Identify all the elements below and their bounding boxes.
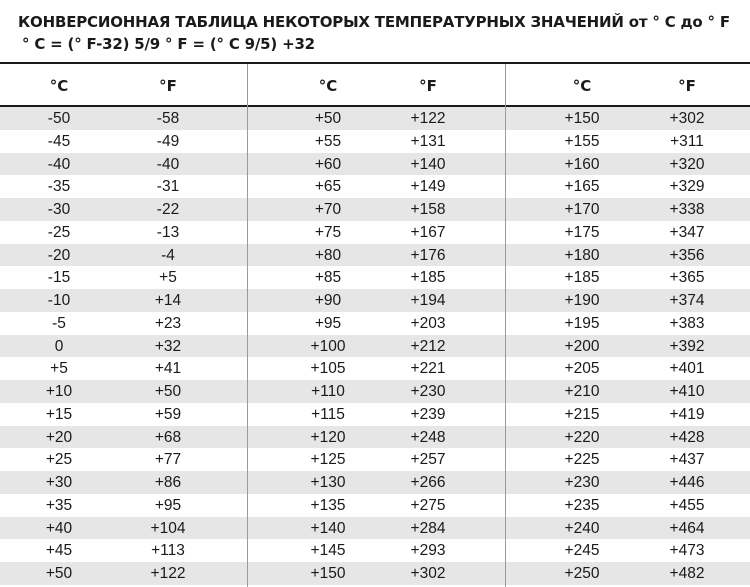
fahrenheit-cell: +113 — [151, 542, 185, 560]
celsius-cell: +170 — [564, 201, 600, 218]
celsius-cell: +50 — [314, 110, 342, 127]
fahrenheit-cell: +473 — [669, 542, 705, 560]
fahrenheit-cell: -31 — [156, 178, 180, 196]
table-row — [506, 130, 750, 153]
celsius-cell: +45 — [45, 542, 73, 560]
table-row — [0, 221, 247, 244]
table-row — [0, 312, 247, 335]
table-row — [506, 357, 750, 380]
fahrenheit-cell: +482 — [669, 565, 705, 582]
fahrenheit-cell: +176 — [410, 246, 446, 264]
table-row — [248, 380, 505, 403]
table-row — [0, 266, 247, 289]
fahrenheit-column-header: °F — [419, 77, 437, 95]
celsius-cell: +185 — [564, 269, 600, 287]
table-row — [248, 403, 505, 426]
celsius-cell: +80 — [314, 246, 342, 264]
celsius-cell: +135 — [310, 496, 346, 514]
celsius-cell: +190 — [564, 292, 600, 309]
celsius-cell: +85 — [314, 269, 342, 287]
celsius-cell: +245 — [564, 542, 600, 560]
fahrenheit-cell: +302 — [410, 565, 446, 582]
table-row — [0, 539, 247, 562]
table-row — [506, 153, 750, 176]
fahrenheit-cell: +203 — [410, 314, 446, 332]
fahrenheit-cell: +149 — [410, 178, 446, 196]
table-row — [248, 562, 505, 585]
fahrenheit-column-header: °F — [678, 77, 696, 95]
celsius-cell: +20 — [45, 428, 73, 446]
fahrenheit-cell: +212 — [410, 337, 446, 355]
table-row — [0, 403, 247, 426]
table-row — [0, 198, 247, 221]
table-row — [248, 266, 505, 289]
table-row — [0, 107, 247, 130]
celsius-cell: -5 — [52, 314, 66, 332]
table-row — [248, 175, 505, 198]
celsius-cell: +55 — [314, 132, 342, 150]
fahrenheit-cell: -4 — [161, 246, 175, 264]
table-row — [0, 289, 247, 312]
fahrenheit-cell: +167 — [410, 223, 446, 241]
table-row — [248, 244, 505, 267]
celsius-cell: -45 — [47, 132, 71, 150]
table-row — [506, 107, 750, 130]
table-body — [506, 107, 750, 585]
fahrenheit-cell: +221 — [410, 360, 446, 378]
table-row — [0, 244, 247, 267]
fahrenheit-cell: +230 — [410, 383, 446, 400]
celsius-cell: +120 — [310, 428, 346, 446]
table-row — [0, 494, 247, 517]
celsius-cell: +220 — [564, 428, 600, 446]
fahrenheit-cell: +248 — [410, 428, 446, 446]
table-row — [0, 448, 247, 471]
fahrenheit-cell: +185 — [410, 269, 446, 287]
celsius-column-header: °С — [572, 77, 592, 95]
fahrenheit-cell: +23 — [154, 314, 182, 332]
celsius-cell: +140 — [310, 519, 346, 537]
fahrenheit-column-header: °F — [159, 77, 177, 95]
fahrenheit-cell: -13 — [156, 223, 180, 241]
celsius-cell: +145 — [310, 542, 346, 560]
celsius-cell: +225 — [564, 451, 600, 469]
title-heading: КОНВЕРСИОННАЯ ТАБЛИЦА НЕКОТОРЫХ ТЕМПЕРАТУРНЫХ ЗНАЧЕНИЙ от ° С до ° F — [18, 13, 730, 31]
celsius-cell: +105 — [310, 360, 346, 378]
celsius-cell: +35 — [45, 496, 73, 514]
table-row — [248, 289, 505, 312]
table-row — [506, 175, 750, 198]
celsius-cell: -20 — [47, 246, 71, 264]
celsius-cell: +15 — [45, 405, 73, 423]
celsius-cell: -25 — [47, 223, 71, 241]
table-header-row — [506, 64, 750, 107]
celsius-cell: +155 — [564, 132, 600, 150]
table-body — [248, 107, 505, 585]
fahrenheit-cell: +122 — [410, 110, 446, 127]
fahrenheit-cell: +311 — [670, 132, 704, 150]
fahrenheit-cell: +374 — [669, 292, 705, 309]
celsius-cell: +250 — [564, 565, 600, 582]
table-row — [0, 380, 247, 403]
table-row — [0, 471, 247, 494]
fahrenheit-cell: +158 — [410, 201, 446, 218]
table-row — [0, 517, 247, 540]
table-row — [248, 357, 505, 380]
table-row — [506, 448, 750, 471]
table-row — [0, 562, 247, 585]
fahrenheit-cell: +329 — [669, 178, 705, 196]
celsius-cell: -50 — [47, 110, 71, 127]
fahrenheit-cell: +392 — [669, 337, 705, 355]
celsius-cell: +160 — [564, 155, 600, 173]
celsius-cell: +10 — [45, 383, 73, 400]
table-row — [506, 426, 750, 449]
celsius-cell: -40 — [47, 155, 71, 173]
celsius-cell: -10 — [47, 292, 71, 309]
fahrenheit-cell: +5 — [159, 269, 177, 287]
celsius-cell: +240 — [564, 519, 600, 537]
conversion-table — [0, 62, 750, 587]
celsius-cell: 0 — [54, 337, 64, 355]
fahrenheit-cell: +293 — [410, 542, 446, 560]
celsius-cell: +50 — [45, 565, 73, 582]
fahrenheit-cell: +446 — [669, 474, 705, 491]
fahrenheit-cell: +437 — [669, 451, 705, 469]
celsius-cell: +95 — [314, 314, 342, 332]
table-panel-1 — [0, 64, 247, 587]
table-row — [0, 130, 247, 153]
fahrenheit-cell: +95 — [154, 496, 182, 514]
fahrenheit-cell: +428 — [669, 428, 705, 446]
celsius-cell: +180 — [564, 246, 600, 264]
fahrenheit-cell: +455 — [669, 496, 705, 514]
table-row — [506, 221, 750, 244]
celsius-cell: +215 — [564, 405, 600, 423]
celsius-cell: +150 — [564, 110, 600, 127]
fahrenheit-cell: -49 — [156, 132, 180, 150]
fahrenheit-cell: +131 — [410, 132, 446, 150]
table-body — [0, 107, 247, 585]
fahrenheit-cell: +239 — [410, 405, 446, 423]
table-panel-2 — [247, 64, 505, 587]
celsius-cell: +65 — [314, 178, 342, 196]
fahrenheit-cell: +104 — [150, 519, 186, 537]
table-row — [506, 380, 750, 403]
table-row — [248, 448, 505, 471]
celsius-cell: +205 — [564, 360, 600, 378]
celsius-cell: +125 — [310, 451, 346, 469]
celsius-cell: -30 — [47, 201, 71, 218]
table-row — [506, 539, 750, 562]
table-header-row — [248, 64, 505, 107]
celsius-cell: +60 — [314, 155, 342, 173]
celsius-cell: +175 — [564, 223, 600, 241]
celsius-cell: +115 — [311, 405, 345, 423]
table-row — [248, 471, 505, 494]
celsius-cell: +5 — [50, 360, 68, 378]
table-row — [506, 289, 750, 312]
table-row — [506, 335, 750, 358]
celsius-cell: +70 — [314, 201, 342, 218]
table-row — [0, 426, 247, 449]
table-row — [0, 357, 247, 380]
fahrenheit-cell: +50 — [154, 383, 182, 400]
celsius-cell: +110 — [311, 383, 345, 400]
celsius-cell: +230 — [564, 474, 600, 491]
fahrenheit-cell: +401 — [669, 360, 705, 378]
table-row — [248, 494, 505, 517]
celsius-cell: +30 — [45, 474, 73, 491]
fahrenheit-cell: +140 — [410, 155, 446, 173]
celsius-cell: +40 — [45, 519, 73, 537]
table-row — [506, 244, 750, 267]
fahrenheit-cell: +338 — [669, 201, 705, 218]
fahrenheit-cell: +41 — [154, 360, 182, 378]
fahrenheit-cell: -58 — [156, 110, 180, 127]
fahrenheit-cell: -40 — [156, 155, 180, 173]
table-row — [248, 312, 505, 335]
fahrenheit-cell: +347 — [669, 223, 705, 241]
table-row — [0, 335, 247, 358]
celsius-cell: +195 — [564, 314, 600, 332]
fahrenheit-cell: +365 — [669, 269, 705, 287]
fahrenheit-cell: +275 — [410, 496, 446, 514]
fahrenheit-cell: +86 — [154, 474, 182, 491]
celsius-column-header: °С — [49, 77, 69, 95]
table-row — [506, 312, 750, 335]
fahrenheit-cell: +122 — [150, 565, 186, 582]
fahrenheit-cell: +302 — [669, 110, 705, 127]
celsius-cell: +235 — [564, 496, 600, 514]
table-row — [248, 539, 505, 562]
title-formula: ° С = (° F-32) 5/9 ° F = (° C 9/5) +32 — [22, 35, 315, 53]
table-row — [506, 494, 750, 517]
fahrenheit-cell: +32 — [154, 337, 182, 355]
celsius-cell: -15 — [47, 269, 71, 287]
fahrenheit-cell: +410 — [669, 383, 705, 400]
celsius-cell: +165 — [564, 178, 600, 196]
table-row — [248, 198, 505, 221]
table-row — [248, 426, 505, 449]
celsius-cell: +210 — [564, 383, 600, 400]
table-row — [248, 335, 505, 358]
table-row — [506, 403, 750, 426]
table-row — [506, 198, 750, 221]
celsius-cell: +200 — [564, 337, 600, 355]
table-row — [248, 107, 505, 130]
celsius-cell: +130 — [310, 474, 346, 491]
fahrenheit-cell: +383 — [669, 314, 705, 332]
fahrenheit-cell: +14 — [154, 292, 182, 309]
fahrenheit-cell: +464 — [669, 519, 705, 537]
celsius-cell: +100 — [310, 337, 346, 355]
fahrenheit-cell: +356 — [669, 246, 705, 264]
fahrenheit-cell: +68 — [154, 428, 182, 446]
celsius-column-header: °С — [318, 77, 338, 95]
fahrenheit-cell: +320 — [669, 155, 705, 173]
table-row — [248, 221, 505, 244]
table-row — [248, 130, 505, 153]
fahrenheit-cell: -22 — [156, 201, 180, 218]
celsius-cell: +75 — [314, 223, 342, 241]
fahrenheit-cell: +266 — [410, 474, 446, 491]
table-title — [0, 0, 750, 62]
table-panel-3 — [505, 64, 750, 587]
fahrenheit-cell: +257 — [410, 451, 446, 469]
table-row — [248, 517, 505, 540]
fahrenheit-cell: +284 — [410, 519, 446, 537]
table-row — [506, 517, 750, 540]
fahrenheit-cell: +419 — [669, 405, 705, 423]
fahrenheit-cell: +77 — [154, 451, 182, 469]
celsius-cell: +90 — [314, 292, 342, 309]
fahrenheit-cell: +194 — [410, 292, 446, 309]
table-row — [0, 153, 247, 176]
fahrenheit-cell: +59 — [154, 405, 182, 423]
table-row — [0, 175, 247, 198]
celsius-cell: +25 — [45, 451, 73, 469]
table-row — [506, 266, 750, 289]
table-row — [248, 153, 505, 176]
table-header-row — [0, 64, 247, 107]
celsius-cell: -35 — [47, 178, 71, 196]
table-row — [506, 562, 750, 585]
table-row — [506, 471, 750, 494]
celsius-cell: +150 — [310, 565, 346, 582]
